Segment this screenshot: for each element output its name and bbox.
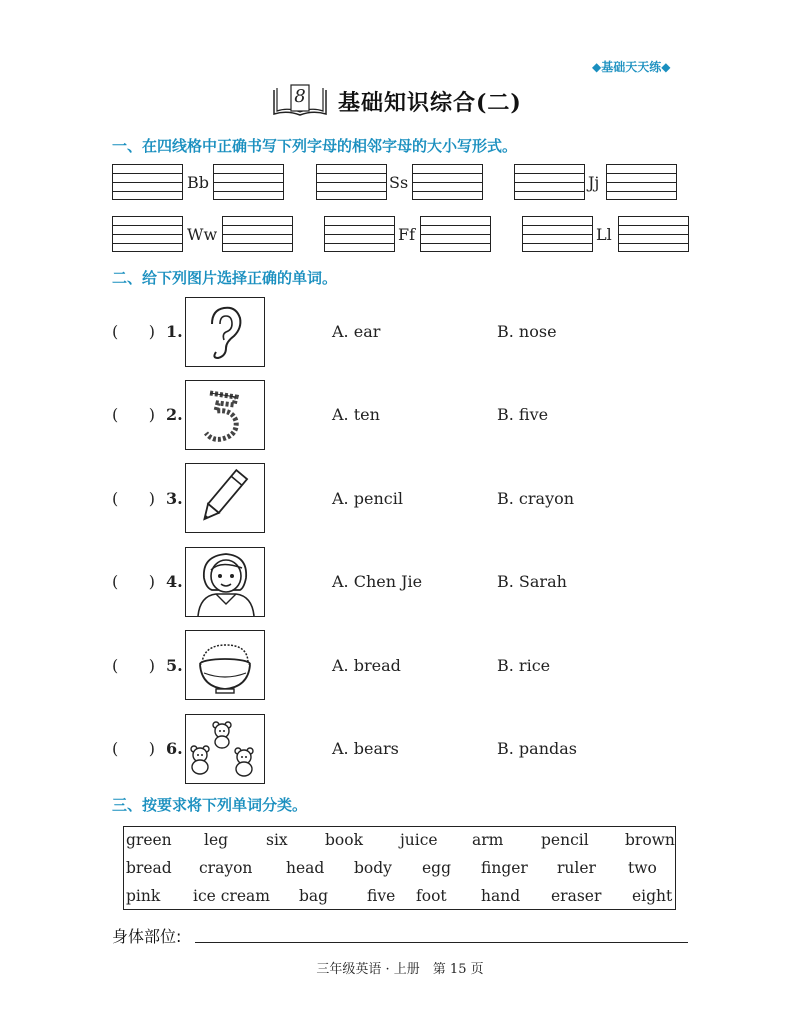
word: book: [325, 831, 363, 849]
word: pink: [126, 887, 161, 905]
given-letter: Ww: [187, 225, 218, 244]
option-b[interactable]: B. pandas: [497, 739, 578, 758]
word: juice: [400, 831, 438, 849]
word: five: [367, 887, 396, 905]
option-b[interactable]: B. rice: [497, 656, 551, 675]
given-letter: Bb: [187, 173, 209, 192]
answer-blank[interactable]: ( ): [112, 489, 155, 508]
diamond-right-icon: ◆: [661, 60, 671, 74]
writing-grid[interactable]: [316, 164, 387, 200]
given-letter: Ll: [596, 225, 612, 244]
word: arm: [472, 831, 504, 849]
option-a[interactable]: A. ten: [332, 405, 380, 424]
writing-grid[interactable]: [412, 164, 483, 200]
rice-bowl-icon: [185, 630, 265, 700]
option-a[interactable]: A. Chen Jie: [332, 572, 423, 591]
word-row: [124, 855, 675, 883]
writing-grid[interactable]: [522, 216, 593, 252]
word: crayon: [199, 859, 253, 877]
word: ruler: [557, 859, 596, 877]
answer-blank[interactable]: ( ): [112, 572, 155, 591]
question-number: 6.: [166, 739, 183, 758]
word: leg: [204, 831, 229, 849]
word-bank: [123, 826, 676, 910]
option-b[interactable]: B. five: [497, 405, 549, 424]
bears-icon: [185, 714, 265, 784]
word: finger: [481, 859, 528, 877]
writing-grid[interactable]: [618, 216, 689, 252]
series-tag: [592, 58, 670, 75]
word: bread: [126, 859, 172, 877]
word: foot: [416, 887, 447, 905]
writing-grid[interactable]: [514, 164, 585, 200]
word: green: [126, 831, 172, 849]
writing-grid[interactable]: [606, 164, 677, 200]
option-a[interactable]: A. pencil: [332, 489, 403, 508]
word: bag: [299, 887, 329, 905]
word: two: [628, 859, 657, 877]
section-1-title: 一、在四线格中正确书写下列字母的相邻字母的大小写形式。: [112, 137, 518, 155]
diamond-left-icon: ◆: [592, 60, 602, 74]
pencil-icon: [185, 463, 265, 533]
option-a[interactable]: A. ear: [332, 322, 381, 341]
series-tag-text: 基础天天练: [601, 60, 662, 74]
ear-icon: [185, 297, 265, 367]
answer-blank[interactable]: ( ): [112, 739, 155, 758]
writing-grid[interactable]: [112, 216, 183, 252]
option-b[interactable]: B. crayon: [497, 489, 575, 508]
word: body: [354, 859, 392, 877]
answer-blank[interactable]: ( ): [112, 405, 155, 424]
option-a[interactable]: A. bears: [332, 739, 399, 758]
girl-icon: [185, 547, 265, 617]
option-b[interactable]: B. nose: [497, 322, 557, 341]
section-3-title: 三、按要求将下列单词分类。: [112, 796, 308, 814]
word: eight: [632, 887, 673, 905]
writing-grid[interactable]: [222, 216, 293, 252]
question-number: 4.: [166, 572, 183, 591]
option-b[interactable]: B. Sarah: [497, 572, 567, 591]
word-row: [124, 883, 675, 911]
word: egg: [422, 859, 452, 877]
word: six: [266, 831, 288, 849]
word: pencil: [541, 831, 589, 849]
writing-grid[interactable]: [213, 164, 284, 200]
option-a[interactable]: A. bread: [332, 656, 401, 675]
given-letter: Ss: [389, 173, 409, 192]
word-row: [124, 827, 675, 855]
page-footer: 三年级英语 · 上册 第 15 页: [316, 962, 484, 977]
given-letter: Jj: [588, 173, 600, 192]
word: eraser: [551, 887, 602, 905]
lesson-title-text: 基础知识综合(二): [338, 89, 522, 116]
section-2-title: 二、给下列图片选择正确的单词。: [112, 269, 338, 287]
question-number: 3.: [166, 489, 183, 508]
question-number: 5.: [166, 656, 183, 675]
answer-line[interactable]: [195, 942, 688, 943]
given-letter: Ff: [398, 225, 416, 244]
category-label: 身体部位:: [112, 927, 182, 946]
writing-grid[interactable]: [112, 164, 183, 200]
lesson-number: 8: [294, 86, 306, 107]
lesson-title: [272, 82, 522, 120]
question-number: 2.: [166, 405, 183, 424]
writing-grid[interactable]: [324, 216, 395, 252]
word: hand: [481, 887, 521, 905]
number-five-icon: [185, 380, 265, 450]
word: head: [286, 859, 325, 877]
word: brown: [625, 831, 675, 849]
book-icon: [272, 84, 328, 118]
answer-blank[interactable]: ( ): [112, 656, 155, 675]
word: ice cream: [193, 887, 270, 905]
question-number: 1.: [166, 322, 183, 341]
answer-blank[interactable]: ( ): [112, 322, 155, 341]
writing-grid[interactable]: [420, 216, 491, 252]
